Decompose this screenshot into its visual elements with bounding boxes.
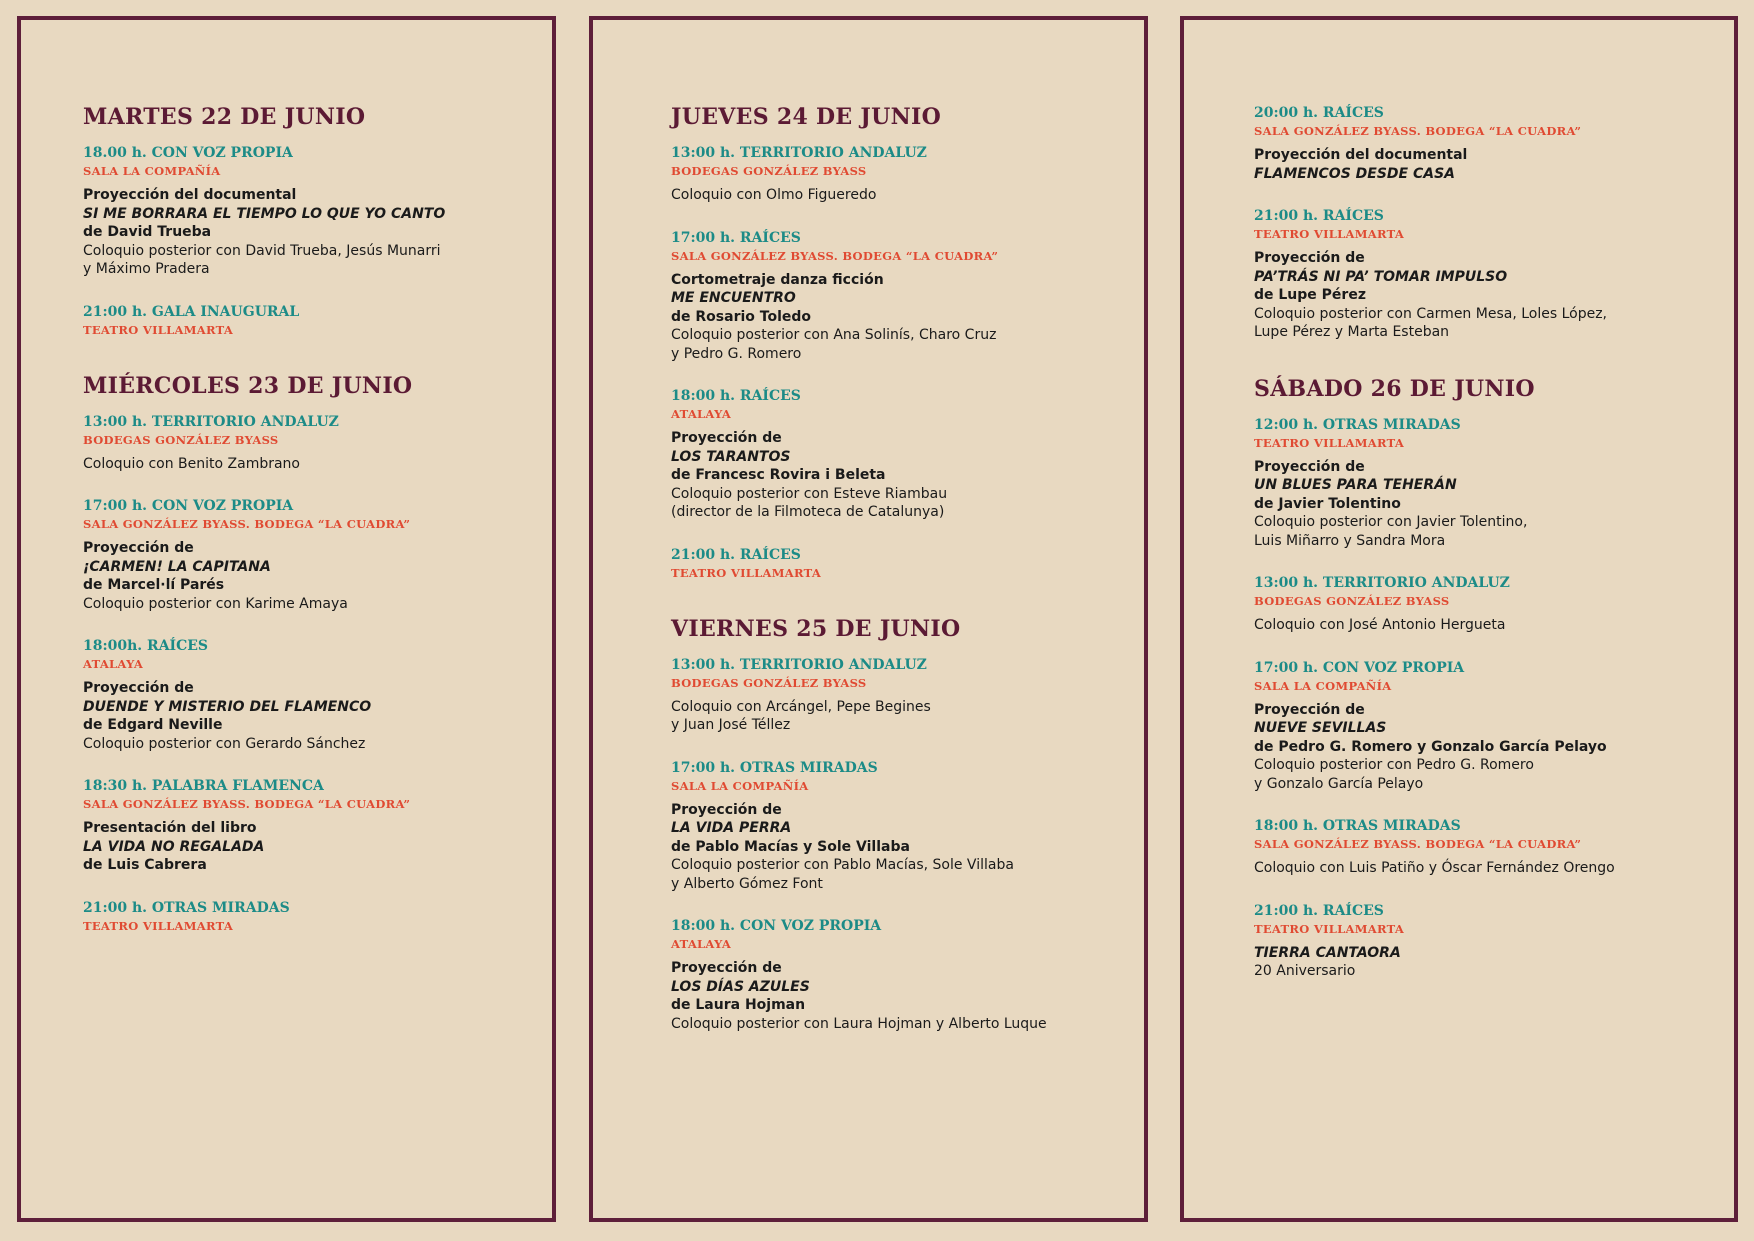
column-panel-2: [589, 16, 1148, 1222]
event-title: DUENDE Y MISTERIO DEL FLAMENCO: [83, 698, 372, 715]
event-description-line: de Pablo Macías y Sole Villaba: [671, 838, 910, 855]
event-venue: SALA GONZÁLEZ BYASS. BODEGA “LA CUADRA”: [83, 797, 411, 811]
event-venue: BODEGAS GONZÁLEZ BYASS: [1254, 594, 1450, 608]
event-description-line: Proyección de: [671, 960, 782, 976]
event-title: FLAMENCOS DESDE CASA: [1254, 165, 1456, 182]
event-time-section: 13:00 h. TERRITORIO ANDALUZ: [671, 145, 927, 161]
event-title: SI ME BORRARA EL TIEMPO LO QUE YO CANTO: [83, 205, 446, 222]
event-entry: [83, 899, 552, 935]
event-entry: [1254, 817, 1734, 878]
column-3-content: [1184, 20, 1734, 1218]
event-description-line: Coloquio posterior con Pablo Macías, Sole Villaba: [671, 857, 1014, 873]
column-panel-1: [17, 16, 556, 1222]
event-entry: [83, 413, 552, 474]
event-description-line: Coloquio posterior con Esteve Riambau: [671, 485, 948, 502]
event-time-section: 13:00 h. TERRITORIO ANDALUZ: [1254, 575, 1510, 591]
event-description-line: y Máximo Pradera: [83, 261, 210, 277]
event-description-line: Coloquio posterior con Karime Amaya: [83, 595, 348, 612]
day-heading: JUEVES 24 DE JUNIO: [671, 104, 942, 130]
event-time-section: 13:00 h. TERRITORIO ANDALUZ: [671, 656, 927, 673]
day-block: [83, 104, 552, 339]
event-entry: [671, 759, 1144, 894]
event-description-line: Proyección del documental: [83, 187, 297, 203]
event-description-line: Coloquio posterior con Laura Hojman y Alberto Luque: [671, 1015, 1047, 1032]
column-panel-3: [1180, 16, 1738, 1222]
event-venue: ATALAYA: [83, 657, 144, 671]
event-description-line: de Javier Tolentino: [1254, 495, 1401, 512]
event-entry: [83, 144, 552, 279]
event-time-section: 12:00 h. OTRAS MIRADAS: [1254, 416, 1461, 433]
event-time-section: 17:00 h. RAÍCES: [671, 229, 801, 246]
event-venue: TEATRO VILLAMARTA: [671, 565, 822, 580]
event-entry: [671, 387, 1144, 522]
event-description-line: y Alberto Gómez Font: [671, 875, 823, 892]
column-2-content: [593, 20, 1144, 1218]
event-entry: [83, 303, 552, 339]
event-description-line: Proyección de: [671, 430, 782, 446]
event-venue: TEATRO VILLAMARTA: [1254, 921, 1405, 936]
event-description-line: Proyección de: [671, 801, 782, 818]
event-venue: TEATRO VILLAMARTA: [1254, 435, 1405, 450]
event-title: NUEVE SEVILLAS: [1254, 720, 1387, 736]
event-description-line: de Rosario Toledo: [671, 308, 812, 325]
event-description-line: Coloquio posterior con Pedro G. Romero: [1254, 757, 1534, 773]
event-title: LA VIDA NO REGALADA: [83, 838, 265, 855]
day-heading: MARTES 22 DE JUNIO: [83, 104, 366, 130]
event-description-line: Coloquio posterior con David Trueba, Jesús Munarri: [83, 242, 441, 259]
event-time-section: 17:00 h. OTRAS MIRADAS: [671, 759, 878, 776]
day-block: [671, 104, 1144, 582]
day-block: [83, 373, 552, 935]
event-description-line: Coloquio con Arcángel, Pepe Begines: [671, 698, 931, 715]
event-venue: SALA LA COMPAÑÍA: [671, 778, 809, 793]
event-description-line: Proyección de: [83, 680, 194, 696]
event-entry: [671, 546, 1144, 582]
event-description-line: de Edgard Neville: [83, 717, 223, 733]
event-venue: SALA GONZÁLEZ BYASS. BODEGA “LA CUADRA”: [1254, 124, 1582, 138]
event-time-section: 21:00 h. OTRAS MIRADAS: [83, 899, 290, 916]
event-entry: [1254, 574, 1734, 635]
event-title: LOS TARANTOS: [671, 448, 791, 465]
event-venue: SALA GONZÁLEZ BYASS. BODEGA “LA CUADRA”: [83, 517, 411, 531]
event-description-line: Proyección de: [1254, 458, 1365, 475]
event-description-line: Cortometraje danza ficción: [671, 271, 884, 288]
day-heading: VIERNES 25 DE JUNIO: [671, 615, 961, 642]
event-entry: [671, 144, 1144, 205]
event-venue: BODEGAS GONZÁLEZ BYASS: [83, 432, 279, 447]
event-title: ¡CARMEN! LA CAPITANA: [83, 558, 271, 575]
event-description-line: Luis Miñarro y Sandra Mora: [1254, 532, 1446, 549]
event-entry: [83, 637, 552, 753]
event-description-line: de Francesc Rovira i Beleta: [671, 467, 886, 483]
event-title: LA VIDA PERRA: [671, 820, 792, 836]
event-description-line: y Gonzalo García Pelayo: [1254, 775, 1424, 792]
event-time-section: 18:00 h. OTRAS MIRADAS: [1254, 818, 1461, 834]
event-description-line: Proyección de: [1254, 250, 1365, 266]
event-time-section: 20:00 h. RAÍCES: [1254, 105, 1384, 121]
event-description-line: Presentación del libro: [83, 820, 257, 836]
column-1-content: [21, 20, 552, 1218]
event-venue: TEATRO VILLAMARTA: [83, 322, 234, 337]
day-block: [1254, 104, 1734, 342]
event-title: LOS DÍAS AZULES: [671, 978, 810, 995]
event-entry: [83, 777, 552, 875]
event-venue: SALA GONZÁLEZ BYASS. BODEGA “LA CUADRA”: [1254, 837, 1582, 851]
event-time-section: 18.00 h. CON VOZ PROPIA: [83, 145, 293, 161]
event-description-line: Coloquio con Benito Zambrano: [83, 455, 300, 472]
event-description-line: Proyección de: [83, 540, 194, 556]
event-entry: [1254, 104, 1734, 183]
event-description-line: Coloquio posterior con Javier Tolentino,: [1254, 514, 1528, 530]
event-description-line: Proyección de: [1254, 701, 1365, 718]
event-title: ME ENCUENTRO: [671, 290, 796, 306]
event-description-line: 20 Aniversario: [1254, 963, 1356, 979]
event-description-line: y Juan José Téllez: [671, 717, 791, 733]
event-time-section: 13:00 h. TERRITORIO ANDALUZ: [83, 413, 339, 430]
event-title: PA’TRÁS NI PA’ TOMAR IMPULSO: [1254, 268, 1508, 285]
event-entry: [671, 229, 1144, 364]
event-time-section: 18:30 h. PALABRA FLAMENCA: [83, 778, 324, 794]
event-venue: SALA LA COMPAÑÍA: [83, 164, 221, 178]
event-description-line: y Pedro G. Romero: [671, 345, 802, 362]
event-time-section: 17:00 h. CON VOZ PROPIA: [1254, 659, 1465, 676]
event-entry: [1254, 207, 1734, 342]
event-venue: TEATRO VILLAMARTA: [83, 918, 234, 933]
event-time-section: 18:00 h. CON VOZ PROPIA: [671, 918, 882, 934]
event-description-line: de David Trueba: [83, 224, 212, 240]
event-venue: TEATRO VILLAMARTA: [1254, 227, 1405, 241]
event-description-line: Lupe Pérez y Marta Esteban: [1254, 324, 1450, 340]
event-description-line: Proyección del documental: [1254, 147, 1468, 163]
event-venue: SALA GONZÁLEZ BYASS. BODEGA “LA CUADRA”: [671, 248, 999, 263]
event-entry: [1254, 416, 1734, 551]
event-entry: [83, 497, 552, 613]
event-description-line: Coloquio posterior con Ana Solinís, Charo Cruz: [671, 327, 997, 343]
event-time-section: 21:00 h. RAÍCES: [1254, 902, 1384, 919]
event-description-line: Coloquio con Luis Patiño y Óscar Fernández Orengo: [1254, 860, 1615, 876]
event-description-line: (director de la Filmoteca de Catalunya): [671, 504, 945, 520]
event-description-line: Coloquio posterior con Gerardo Sánchez: [83, 735, 366, 752]
event-time-section: 21:00 h. RAÍCES: [671, 546, 801, 563]
event-description-line: Coloquio con Olmo Figueredo: [671, 187, 877, 203]
event-venue: ATALAYA: [671, 937, 732, 951]
event-venue: SALA LA COMPAÑÍA: [1254, 678, 1392, 693]
day-heading: MIÉRCOLES 23 DE JUNIO: [83, 372, 413, 399]
event-entry: [1254, 902, 1734, 981]
event-venue: BODEGAS GONZÁLEZ BYASS: [671, 164, 867, 178]
event-title: TIERRA CANTAORA: [1254, 944, 1401, 961]
event-description-line: de Luis Cabrera: [83, 857, 207, 873]
day-block: [1254, 376, 1734, 981]
event-description-line: de Pedro G. Romero y Gonzalo García Pelayo: [1254, 738, 1607, 755]
event-venue: BODEGAS GONZÁLEZ BYASS: [671, 675, 867, 690]
day-heading: SÁBADO 26 DE JUNIO: [1254, 375, 1535, 402]
day-block: [671, 616, 1144, 1034]
event-title: UN BLUES PARA TEHERÁN: [1254, 477, 1457, 493]
event-description-line: de Laura Hojman: [671, 997, 806, 1013]
event-description-line: de Marcel·lí Parés: [83, 577, 225, 593]
event-time-section: 17:00 h. CON VOZ PROPIA: [83, 498, 294, 514]
event-entry: [671, 917, 1144, 1033]
event-time-section: 18:00h. RAÍCES: [83, 638, 209, 654]
event-time-section: 21:00 h. GALA INAUGURAL: [83, 303, 300, 320]
event-time-section: 21:00 h. RAÍCES: [1254, 208, 1384, 224]
event-entry: [671, 656, 1144, 735]
event-description-line: de Lupe Pérez: [1254, 287, 1366, 303]
event-time-section: 18:00 h. RAÍCES: [671, 388, 801, 404]
event-venue: ATALAYA: [671, 407, 732, 421]
event-entry: [1254, 659, 1734, 794]
event-description-line: Coloquio posterior con Carmen Mesa, Loles López,: [1254, 305, 1608, 322]
event-description-line: Coloquio con José Antonio Hergueta: [1254, 617, 1506, 633]
